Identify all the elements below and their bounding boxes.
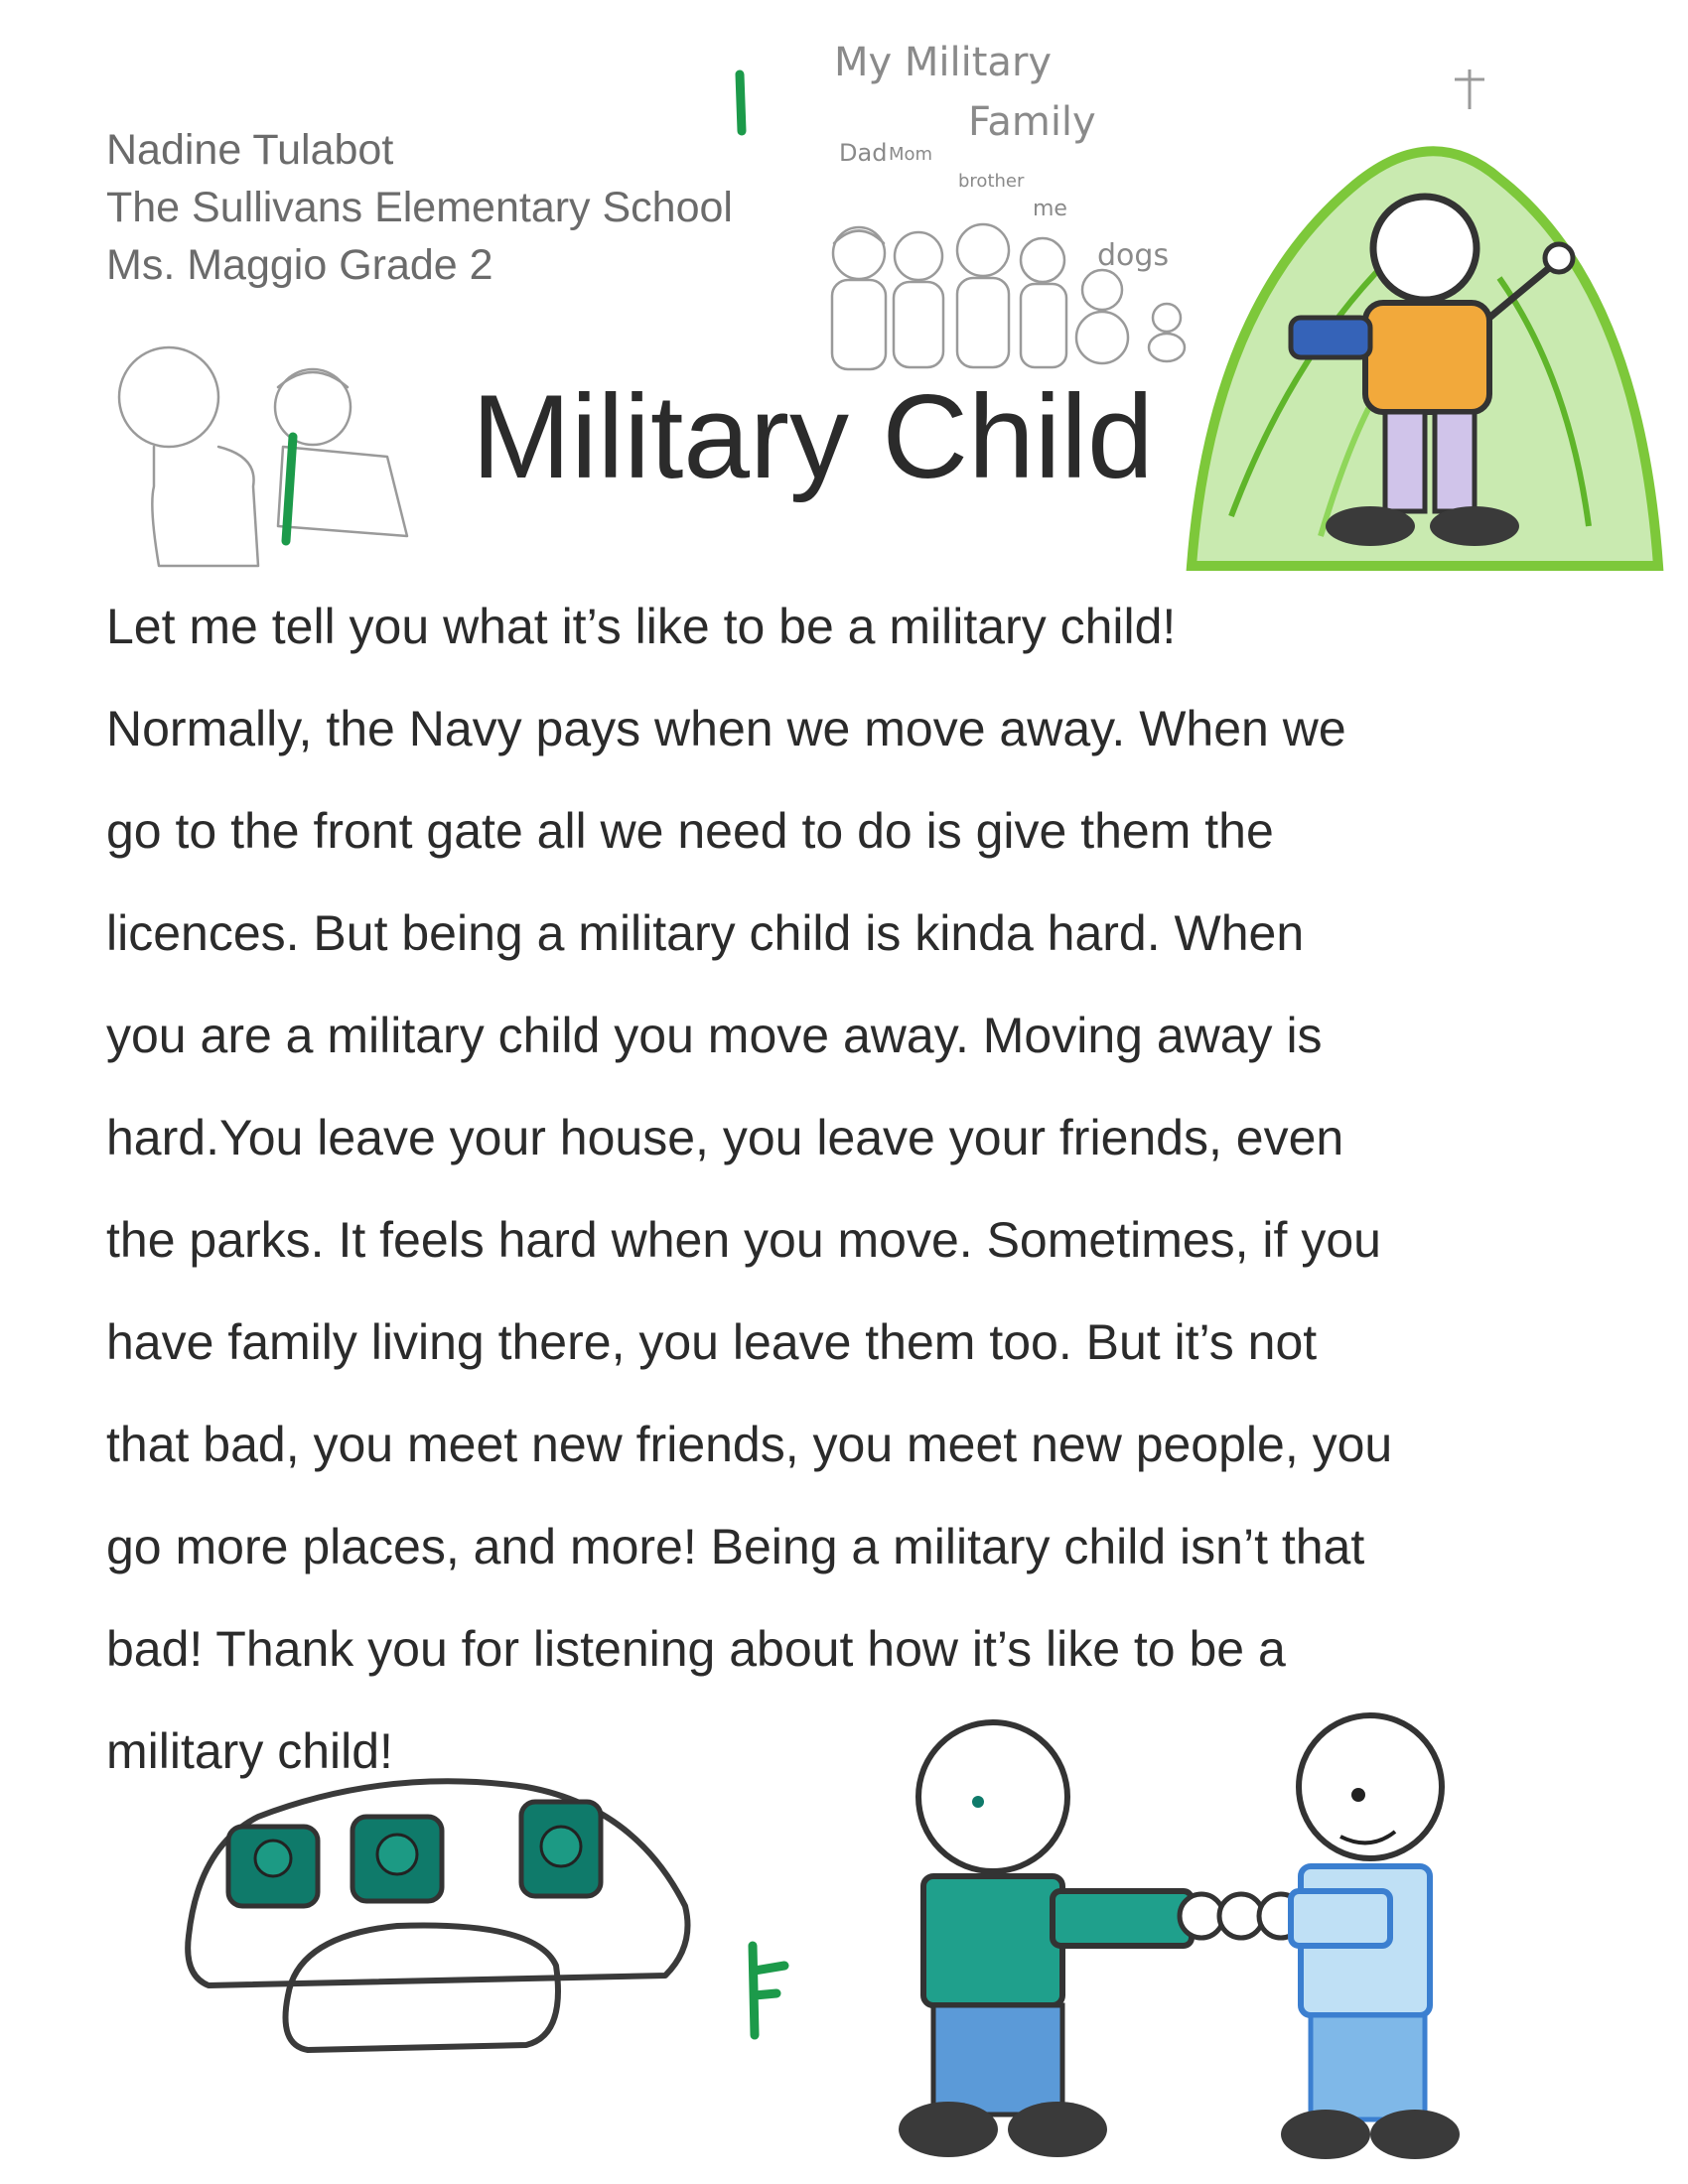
child-on-hill-drawing-icon (1172, 60, 1668, 576)
body-line: go more places, and more! Being a military child isn’t that (106, 1519, 1365, 1574)
body-line: hard.You leave your house, you leave your friends, even (106, 1110, 1344, 1165)
drawing-heading-line1: My Military (834, 40, 1053, 85)
label-dad: Dad (839, 139, 888, 167)
body-line: you are a military child you move away. Moving away is (106, 1008, 1323, 1063)
author-name: Nadine Tulabot (106, 126, 394, 174)
label-mom: Mom (889, 144, 933, 165)
body-line: have family living there, you leave them too. But it’s not (106, 1314, 1318, 1370)
drawing-heading-line2: Family (968, 99, 1096, 145)
teacher-grade: Ms. Maggio Grade 2 (106, 241, 493, 289)
green-mark-icon (730, 69, 750, 139)
body-line: military child! (106, 1723, 393, 1779)
two-kids-holding-hands-drawing-icon (874, 1707, 1489, 2184)
essay-body (106, 576, 1616, 1803)
body-line: Let me tell you what it’s like to be a military child! (106, 599, 1177, 654)
body-line: that bad, you meet new friends, you meet new people, you (106, 1417, 1393, 1472)
green-flag-mark-icon (735, 1936, 794, 2045)
page-title: Military Child (472, 370, 1154, 503)
label-brother: brother (958, 171, 1025, 192)
body-line: Normally, the Navy pays when we move away. When we (106, 701, 1346, 756)
car-with-family-drawing-icon (169, 1747, 705, 2065)
header-block (106, 121, 733, 294)
family-pencil-sketch-icon (824, 199, 1221, 377)
body-line: bad! Thank you for listening about how it’s like to be a (106, 1621, 1286, 1677)
body-line: the parks. It feels hard when you move. Sometimes, if you (106, 1212, 1381, 1268)
body-line: go to the front gate all we need to do is give them the (106, 803, 1274, 859)
school-name: The Sullivans Elementary School (106, 184, 733, 231)
body-line: licences. But being a military child is kinda hard. When (106, 905, 1305, 961)
label-me: me (1033, 197, 1067, 221)
pencil-people-sketch-icon (109, 338, 437, 586)
label-dogs: dogs (1097, 238, 1170, 273)
